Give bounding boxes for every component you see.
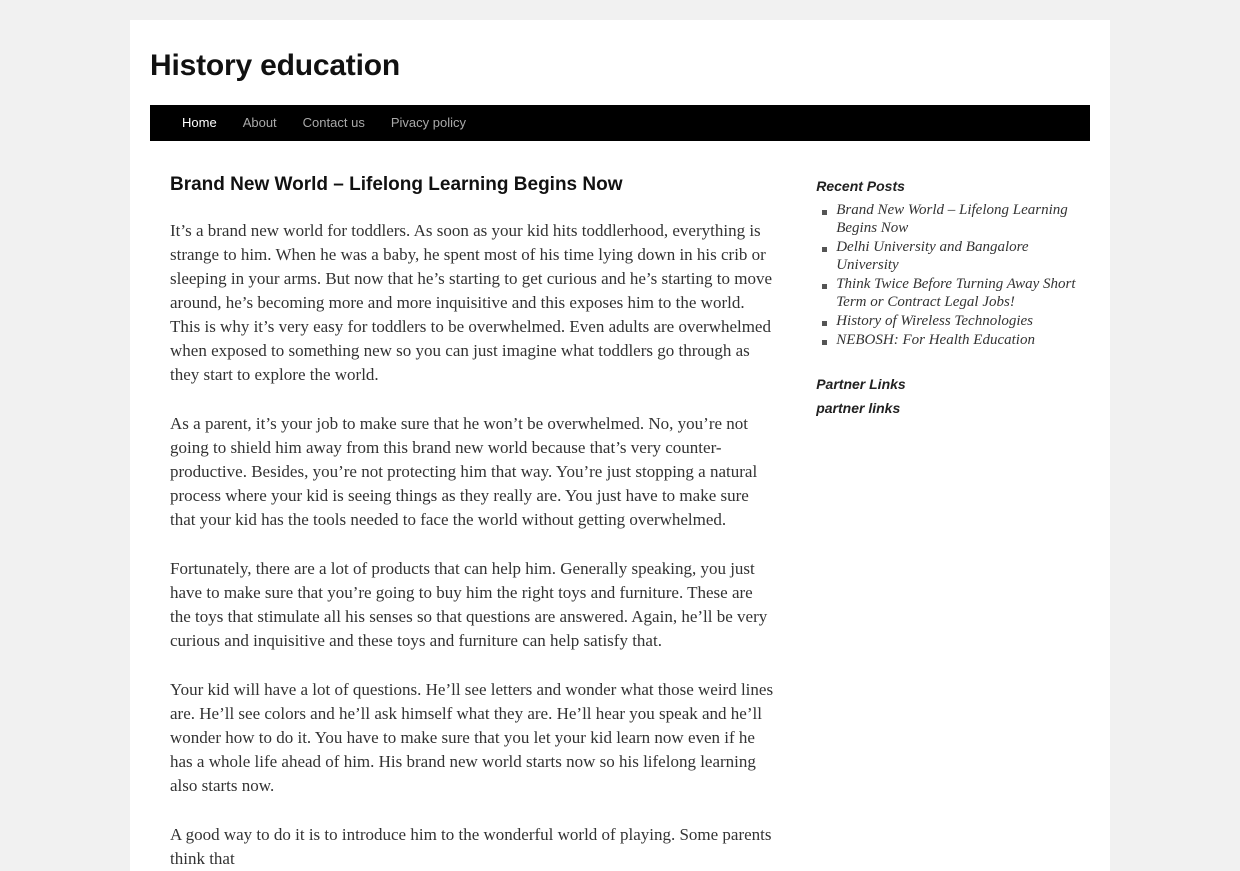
- nav-item-contact-us[interactable]: Contact us: [302, 115, 365, 130]
- nav-item-home[interactable]: Home: [182, 115, 217, 130]
- nav-item-privacy-policy[interactable]: Pivacy policy: [390, 115, 466, 130]
- page-title: Brand New World – Lifelong Learning Begins Now: [170, 174, 623, 195]
- square-bullet-icon: [822, 321, 827, 326]
- main-content: [150, 141, 796, 871]
- recent-posts-list: [816, 201, 1090, 349]
- post-paragraph: A good way to do it is to introduce him to the wonderful world of playing. Some parents think that: [170, 825, 772, 868]
- square-bullet-icon: [822, 210, 827, 215]
- post-paragraph: As a parent, it’s your job to make sure that he won’t be overwhelmed. No, you’re not going to shield him away from this brand new world because that’s very counter-productive. Besides, you’re not protecting him that way. You’re just stopping a natural process where your kid is seeing things as they really are. You just have to make sure that your kid has the tools needed to face the world without getting overwhelmed.: [170, 414, 758, 529]
- post-body: [170, 219, 776, 871]
- nav-item-about[interactable]: About: [242, 115, 277, 130]
- list-item[interactable]: [816, 275, 1090, 311]
- square-bullet-icon: [822, 247, 827, 252]
- square-bullet-icon: [822, 284, 827, 289]
- site-container: [130, 20, 1110, 871]
- widget-partner-links: [816, 375, 1090, 418]
- list-item[interactable]: [816, 312, 1090, 330]
- widget-title-partner-links: Partner Links: [816, 376, 906, 392]
- widget-recent-posts: [816, 177, 1090, 349]
- post-paragraph: It’s a brand new world for toddlers. As soon as your kid hits toddlerhood, everything is strange to him. When he was a baby, he spent most of his time lying down in his crib or sleeping in your arms. But now that he’s starting to get curious and he’s starting to move around, he’s becoming more and more inquisitive and this exposes him to the world. This is why it’s very easy for toddlers to be overwhelmed. Even adults are overwhelmed when exposed to something new so you can just imagine what toddlers go through as they start to explore the world.: [170, 221, 772, 384]
- site-masthead: [130, 20, 1110, 84]
- list-item[interactable]: [816, 238, 1090, 274]
- recent-post-link[interactable]: Think Twice Before Turning Away Short Term or Contract Legal Jobs!: [836, 276, 1076, 310]
- recent-post-link[interactable]: NEBOSH: For Health Education: [836, 332, 1035, 348]
- post-paragraph: Your kid will have a lot of questions. He’ll see letters and wonder what those weird lines are. He’ll see colors and he’ll ask himself what they are. He’ll hear you speak and he’ll wonder how to do it. You have to make sure that you let your kid learn now even if he has a whole life ahead of him. His brand new world starts now so his lifelong learning also starts now.: [170, 680, 774, 795]
- square-bullet-icon: [822, 340, 827, 345]
- partner-links-link[interactable]: partner links: [816, 400, 901, 416]
- recent-post-link[interactable]: Brand New World – Lifelong Learning Begins Now: [836, 202, 1068, 236]
- primary-navigation[interactable]: [150, 105, 1090, 141]
- recent-post-link[interactable]: Delhi University and Bangalore University: [836, 239, 1029, 273]
- site-title: History education: [150, 49, 400, 82]
- post-paragraph: Fortunately, there are a lot of products that can help him. Generally speaking, you just have to make sure that you’re going to buy him the right toys and furniture. These are the toys that stimulate all his senses so that questions are answered. Again, he’ll be very curious and inquisitive and these toys and furniture can help satisfy that.: [170, 559, 768, 650]
- recent-post-link[interactable]: History of Wireless Technologies: [836, 313, 1034, 329]
- content-row: [130, 141, 1110, 871]
- sidebar: [796, 141, 1090, 871]
- widget-title-recent-posts: Recent Posts: [816, 178, 905, 194]
- list-item[interactable]: [816, 331, 1090, 349]
- list-item[interactable]: [816, 201, 1090, 237]
